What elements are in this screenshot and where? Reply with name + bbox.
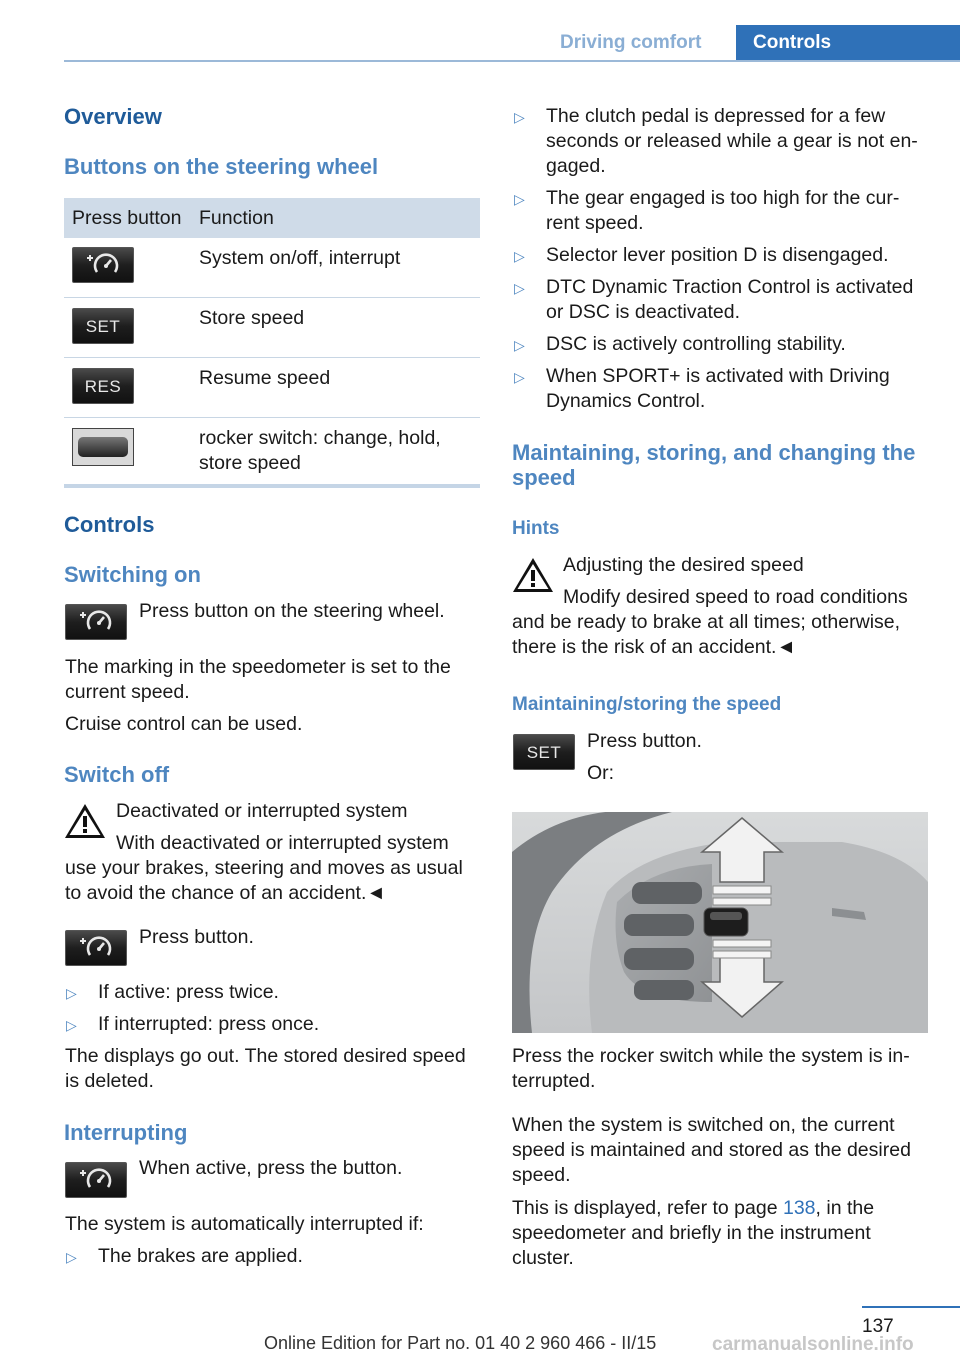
header-tab-label: Controls	[753, 32, 832, 53]
cruise-control-icon	[65, 604, 127, 640]
bullet-icon: ▷	[514, 369, 525, 385]
column-header-function: Function	[199, 207, 274, 229]
table-row-divider	[64, 357, 480, 358]
paragraph-line: The marking in the speedometer is set to the	[65, 656, 451, 678]
list-item-cont: seconds or released while a gear is not en‐	[546, 130, 918, 152]
interrupting-heading: Interrupting	[64, 1120, 188, 1145]
edition-footer: Online Edition for Part no. 01 40 2 960 466 - II/15	[264, 1333, 657, 1353]
list-item: If interrupted: press once.	[98, 1013, 320, 1035]
bullet-icon: ▷	[514, 191, 525, 207]
controls-heading: Controls	[64, 512, 155, 537]
press-button-text: Press button.	[587, 730, 702, 752]
warning-text-line: use your brakes, steering and moves as usual	[65, 857, 463, 879]
steering-wheel-rocker-illustration	[512, 812, 928, 1033]
paragraph-line: cluster.	[512, 1247, 574, 1269]
bullet-icon: ▷	[514, 109, 525, 125]
paragraph-line: is deleted.	[65, 1070, 154, 1092]
watermark: carmanualsonline.info	[712, 1334, 914, 1355]
res-button-icon	[72, 368, 134, 404]
paragraph-line: When the system is switched on, the current	[512, 1114, 895, 1136]
cruise-control-icon	[65, 930, 127, 966]
paragraph-line: speedometer and briefly in the instrument	[512, 1222, 871, 1244]
bullet-icon: ▷	[514, 248, 525, 264]
hints-heading: Hints	[512, 518, 560, 539]
switching-on-heading: Switching on	[64, 562, 201, 587]
bullet-icon: ▷	[66, 1017, 77, 1033]
rocker-switch-icon	[72, 428, 134, 466]
list-item: DSC is actively controlling stability.	[546, 333, 846, 355]
paragraph-line: Cruise control can be used.	[65, 713, 303, 735]
warning-title: Adjusting the desired speed	[563, 554, 804, 576]
header-tab-controls	[736, 25, 960, 62]
paragraph-text: This is displayed, refer to page	[512, 1197, 783, 1219]
paragraph-text: , in the	[815, 1197, 875, 1219]
column-header-press-button: Press button	[72, 207, 182, 229]
page-number: 137	[862, 1316, 894, 1337]
bullet-icon: ▷	[514, 280, 525, 296]
bullet-icon: ▷	[514, 337, 525, 353]
table-cell-function: System on/off, interrupt	[199, 247, 401, 269]
list-item: DTC Dynamic Traction Control is activated	[546, 276, 914, 298]
table-cell-function: rocker switch: change, hold,	[199, 427, 441, 449]
table-row-divider	[64, 297, 480, 298]
table-cell-function: Resume speed	[199, 367, 331, 389]
set-button-label: SET	[526, 743, 562, 762]
interrupting-text: When active, press the button.	[139, 1157, 403, 1179]
table-cell-function: Store speed	[199, 307, 305, 329]
list-item: If active: press twice.	[98, 981, 279, 1003]
list-item: The brakes are applied.	[98, 1245, 303, 1267]
cruise-control-icon	[65, 1162, 127, 1198]
list-item-cont: gaged.	[546, 155, 606, 177]
warning-text-line: Modify desired speed to road conditions	[563, 586, 908, 608]
set-button-icon	[513, 734, 575, 770]
switch-off-heading: Switch off	[64, 762, 170, 787]
paragraph-line: speed is maintained and stored as the desired	[512, 1139, 911, 1161]
warning-icon	[63, 801, 107, 841]
paragraph-line: The system is automatically interrupted if:	[65, 1213, 424, 1235]
overview-heading: Overview	[64, 104, 162, 129]
list-item-cont: or DSC is deactivated.	[546, 301, 741, 323]
maintaining-heading-cont: speed	[512, 465, 576, 490]
res-button-label: RES	[84, 377, 122, 396]
list-item-cont: Dynamics Control.	[546, 390, 706, 412]
table-row-divider	[64, 417, 480, 418]
or-text: Or:	[587, 762, 615, 784]
warning-text-line: to avoid the chance of an accident.◄	[65, 882, 386, 904]
list-item: The clutch pedal is depressed for a few	[546, 105, 886, 127]
warning-text-line: With deactivated or interrupted system	[116, 832, 449, 854]
header-section-title: Driving comfort	[560, 32, 702, 53]
press-button-text: Press button.	[139, 926, 254, 948]
footer-rule	[862, 1306, 960, 1308]
maintaining-storing-subheading: Maintaining/storing the speed	[512, 694, 782, 715]
warning-title: Deactivated or interrupted system	[116, 800, 408, 822]
warning-text-line: there is the risk of an accident.◄	[512, 636, 796, 658]
set-button-label: SET	[85, 317, 121, 336]
table-header	[64, 198, 480, 238]
list-item: Selector lever position D is disengaged.	[546, 244, 889, 266]
cruise-control-icon	[72, 247, 134, 283]
paragraph-line: terrupted.	[512, 1070, 596, 1092]
maintaining-heading: Maintaining, storing, and changing the	[512, 440, 916, 465]
header-rule	[64, 60, 960, 62]
table-end-rule	[64, 484, 480, 488]
paragraph-line: speed.	[512, 1164, 571, 1186]
switching-on-text: Press button on the steering wheel.	[139, 600, 445, 622]
warning-text-line: and be ready to brake at all times; otherwise,	[512, 611, 901, 633]
paragraph-line	[512, 1196, 874, 1221]
bullet-icon: ▷	[66, 985, 77, 1001]
page-reference-link[interactable]: 138	[782, 1197, 816, 1219]
list-item: The gear engaged is too high for the cur‐	[546, 187, 900, 209]
table-cell-function: store speed	[199, 452, 301, 474]
paragraph-line: Press the rocker switch while the system is in‐	[512, 1045, 910, 1067]
list-item-cont: rent speed.	[546, 212, 644, 234]
paragraph-line: The displays go out. The stored desired speed	[65, 1045, 466, 1067]
bullet-icon: ▷	[66, 1249, 77, 1265]
warning-icon	[511, 555, 555, 595]
buttons-heading: Buttons on the steering wheel	[64, 154, 379, 179]
list-item: When SPORT+ is activated with Driving	[546, 365, 890, 387]
set-button-icon	[72, 308, 134, 344]
paragraph-line: current speed.	[65, 681, 190, 703]
